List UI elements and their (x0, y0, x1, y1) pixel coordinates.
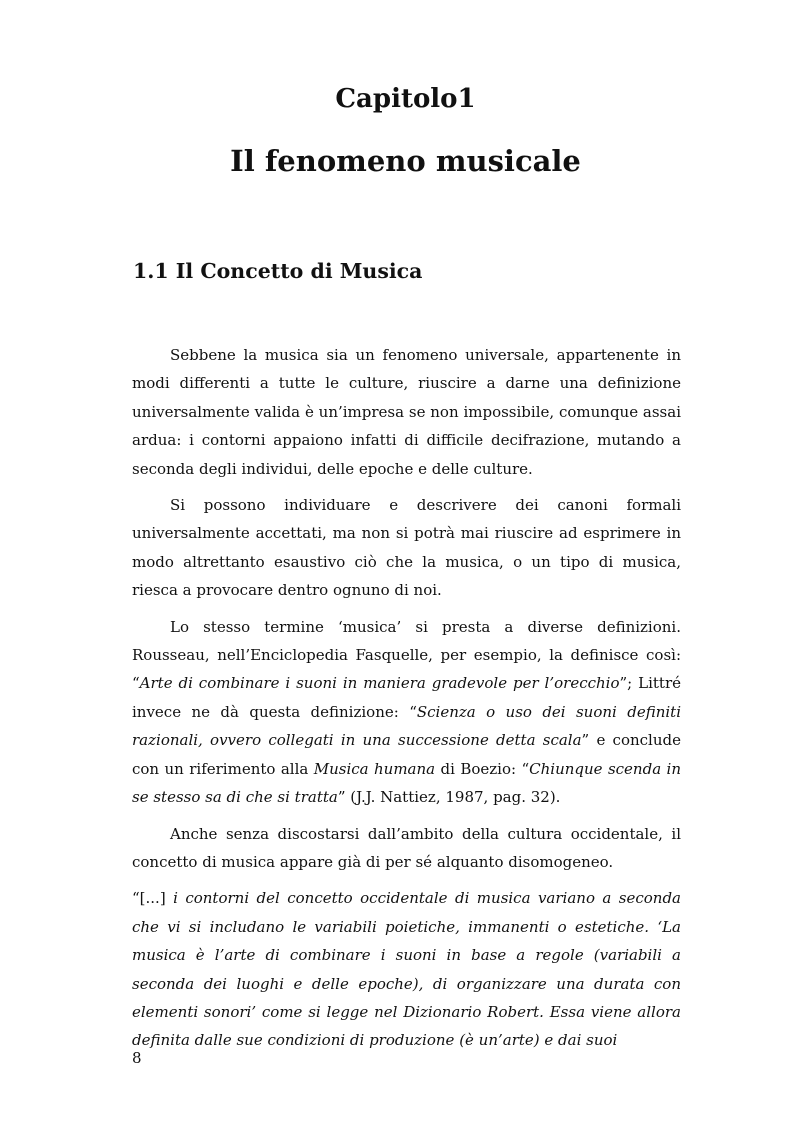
paragraph-3-text: ”; Littré invece ne dà questa definizione: “ (132, 674, 681, 721)
paragraph-3-text: ” e conclude con un riferimento alla (132, 731, 681, 778)
musica-humana: Musica humana (313, 759, 436, 778)
page-number: 8 (132, 1049, 142, 1067)
quote-prefix: “[...] (132, 889, 174, 908)
block-quote (132, 884, 681, 1054)
rousseau-definition: Arte di combinare i suoni in maniera gradevole per l’orecchio (139, 674, 620, 693)
paragraph-2: Si possono individuare e descrivere dei canoni formali universalmente accettati, ma non si potrà mai riuscire ad esprimere in modo altrettanto esaustivo ciò che la musica, o un tipo di musica, riesca a provocare dentro ognuno di noi. (132, 496, 681, 600)
paragraph-4: Anche senza discostarsi dall’ambito della cultura occidentale, il concetto di musica appare già di per sé alquanto disomogeneo. (132, 824, 681, 871)
littre-definition: Scienza o uso dei suoni definiti razionali, ovvero collegati in una successione detta scala (132, 702, 681, 750)
section-title: 1.1 Il Concetto di Musica (133, 259, 423, 283)
quote-text: i contorni del concetto occidentale di musica variano a seconda che vi si includano le variabili poietiche, immanenti o estetiche. ‘La musica è l’arte di combinare i suoni in base a regole (variabili a seconda dei luoghi e delle epoche), di organizzare una durata con elementi sonori’ come si legge nel Dizionario Robert. Essa viene allora definita dalle sue condizioni di produzione (è un’arte) e dai suoi (132, 889, 681, 1050)
body-text (132, 341, 681, 1063)
chapter-label: Capitolo1 (335, 84, 476, 114)
chapter-title: Il fenomeno musicale (230, 144, 581, 178)
paragraph-1: Sebbene la musica sia un fenomeno universale, appartenente in modi differenti a tutte le culture, riuscire a darne una definizione universalmente valida è un’impresa se non impossibile, comunque assai ardua: i contorni appaiono infatti di difficile decifrazione, mutando a seconda degli individui, delle epoche e delle culture. (132, 346, 681, 478)
paragraph-3-text: Lo stesso termine ‘musica’ si presta a diverse definizioni. Rousseau, nell’Enciclopedia Fasquelle, per esempio, la definisce così: “ (132, 617, 681, 693)
paragraph-3-text: di Boezio: “ (435, 759, 530, 778)
paragraph-3-text: ” (J.J. Nattiez, 1987, pag. 32). (337, 788, 561, 807)
paragraph-3 (132, 613, 681, 812)
boezio-quote: Chiunque scenda in se stesso sa di che si tratta (132, 759, 682, 807)
